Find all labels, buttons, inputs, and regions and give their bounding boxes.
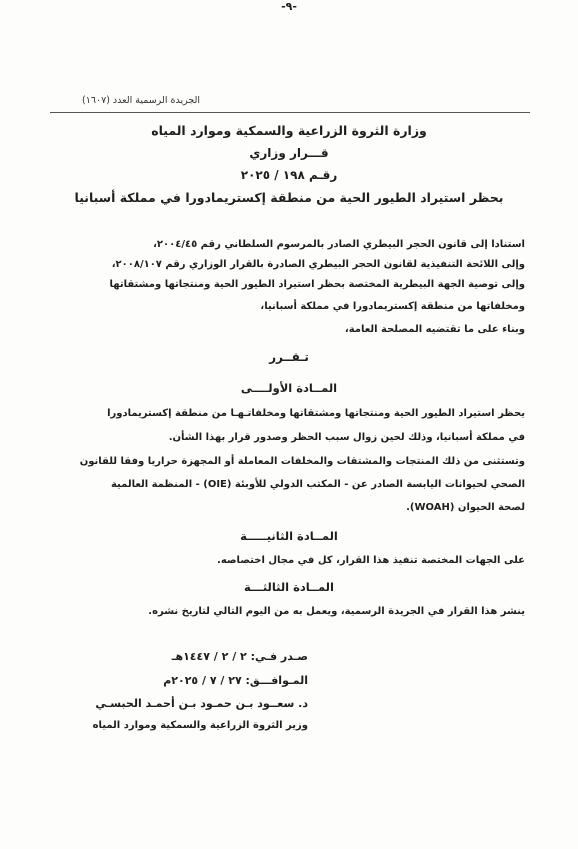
decision-number: رقـم ١٩٨ / ٢٠٢٥ (240, 168, 338, 182)
preamble-line: وبناء على ما تقتضيه المصلحة العامة، (344, 324, 525, 335)
issued-date: صـدر فـي: ٢ / ٢ / ١٤٤٧هـ (171, 650, 308, 663)
article-1-line: في مملكة أسبانيا، وذلك لحين زوال سبب الحظر وصدور قرار بهذا الشأن. (168, 432, 525, 443)
decides-heading: تـقــرر (269, 350, 309, 364)
header-divider (50, 112, 530, 113)
article-3-line: ينشر هذا القرار في الجريدة الرسمية، ويعمل به من اليوم التالي لتاريخ نشره. (148, 606, 525, 617)
page-number: -٩- (281, 0, 297, 13)
preamble-line: استنادا إلى قانون الحجر البيطري الصادر بالمرسوم السلطاني رقم ٢٠٠٤/٤٥، (153, 239, 525, 250)
decision-type: قـــرار وزاري (249, 146, 329, 160)
article-1-line: وتستثنى من ذلك المنتجات والمشتقات والمخلفات المعاملة أو المجهزة حراريا وفقا للقانون (79, 456, 525, 467)
preamble-line: وإلى اللائحة التنفيذية لقانون الحجر البيطري الصادرة بالقرار الوزاري رقم ٢٠٠٨/١٠٧، (111, 259, 525, 270)
article-1-line: يحظر استيراد الطيور الحية ومنتجاتها ومشتقاتها ومخلفاتـهـا من منطقة إكستريمادورا (107, 408, 525, 419)
article-1-heading: المــادة الأولــــى (240, 381, 338, 395)
article-2-line: على الجهات المختصة تنفيذ هذا القرار، كل في مجال اختصاصه. (217, 555, 525, 566)
preamble-line: ومخلفاتها من منطقة إكستريمادورا في مملكة أسبانيا، (260, 301, 525, 312)
ministry-name: وزارة الثروة الزراعية والسمكية وموارد المياه (151, 123, 427, 138)
signatory-title: وزير الثروة الزراعية والسمكية وموارد المياه (92, 720, 308, 731)
gazette-issue-header: الجريدة الرسمية العدد (١٦٠٧) (82, 95, 200, 106)
article-1-line: لصحة الحيوان (WOAH). (406, 502, 525, 513)
corresponding-date: المـوافـــق: ٢٧ / ٧ / ٢٠٢٥م (163, 674, 308, 687)
decision-subject: بحظر استيراد الطيور الحية من منطقة إكستريمادورا في مملكة أسبانيا (74, 190, 504, 205)
preamble-line: وإلى توصية الجهة البيطرية المختصة بحظر استيراد الطيور الحية ومنتجاتها ومشتقاتها (109, 279, 525, 290)
article-1-line: الصحي لحيوانات اليابسة الصادر عن - المكتب الدولي للأوبئة (OIE) - المنظمة العالمية (110, 479, 525, 490)
article-3-heading: المــادة الثالثـــة (244, 580, 334, 594)
signatory-name: د. سعــود بـن حمـود بـن أحمـد الحبسـي (95, 697, 308, 710)
article-2-heading: المــادة الثانيـــــة (240, 529, 338, 543)
